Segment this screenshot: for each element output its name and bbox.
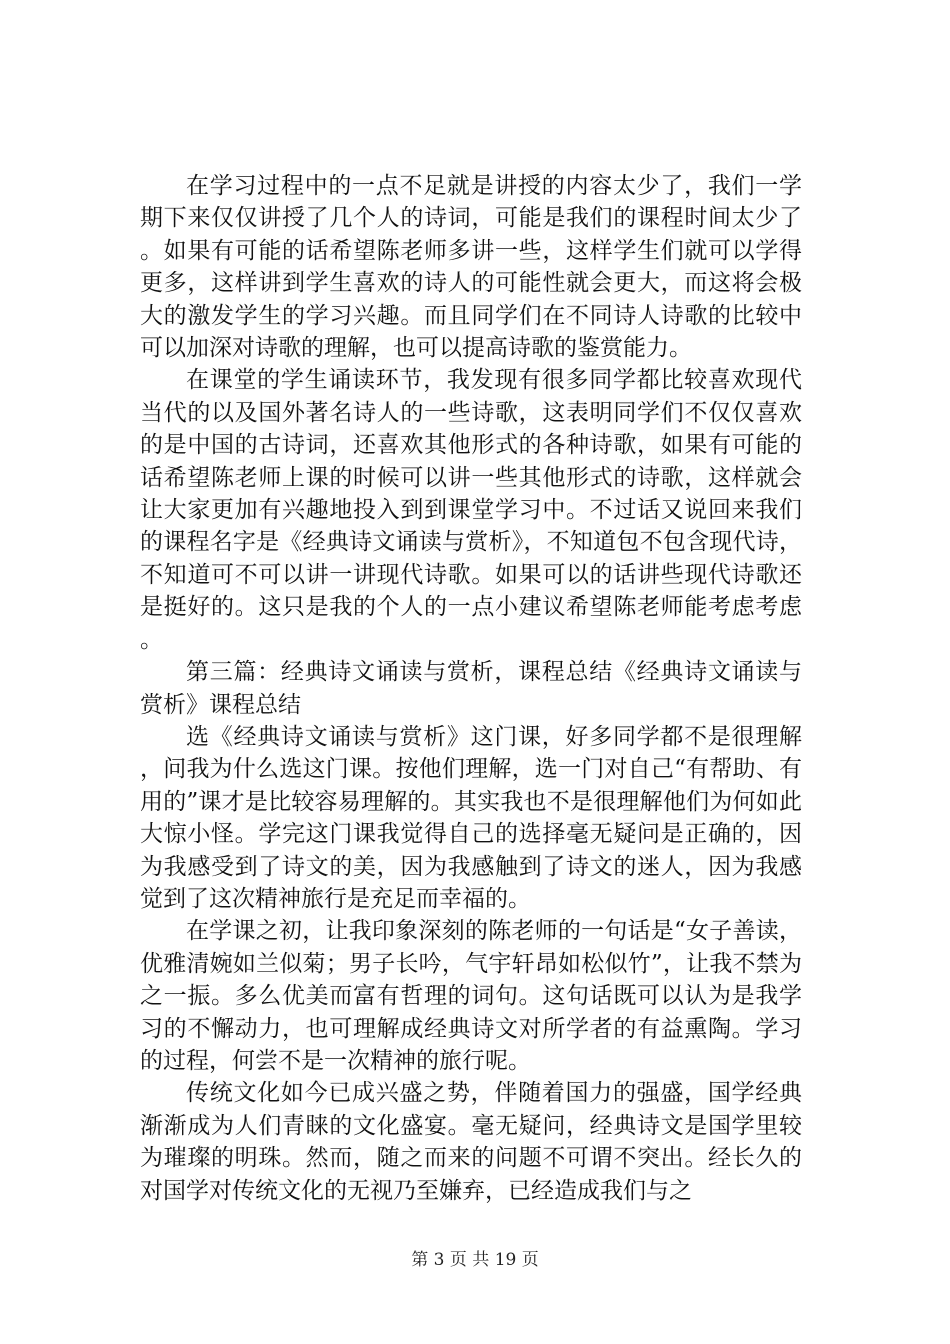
paragraph-course-choice: 选《经典诗文诵读与赏析》这门课，好多同学都不是很理解，问我为什么选这门课。按他们理解，选一门对自己“有帮助、有用的”课才是比较容易理解的。其实我也不是很理解他们为何如此大惊小怪。学完这门课我觉得自己的选择毫无疑问是正确的，因为我感受到了诗文的美，因为我感触到了诗文的迷人，因为我感觉到了这次精神旅行是充足而幸福的。: [140, 723, 802, 912]
paragraph-teacher-quote: 在学课之初，让我印象深刻的陈老师的一句话是“女子善读，优雅清婉如兰似菊；男子长吟，气宇轩昂如松似竹”，让我不禁为之一振。多么优美而富有哲理的词句。这句话既可以认为是我学习的不懈动力，也可理解成经典诗文对所学者的有益熏陶。学习的过程，何尝不是一次精神的旅行呢。: [140, 918, 802, 1074]
paragraph-recitation: 在课堂的学生诵读环节，我发现有很多同学都比较喜欢现代当代的以及国外著名诗人的一些诗歌，这表明同学们不仅仅喜欢的是中国的古诗词，还喜欢其他形式的各种诗歌，如果有可能的话希望陈老师上课的时候可以讲一些其他形式的诗歌，这样就会让大家更加有兴趣地投入到到课堂学习中。不过话又说回来我们的课程名字是《经典诗文诵读与赏析》，不知道包不包含现代诗，不知道可不可以讲一讲现代诗歌。如果可以的话讲些现代诗歌还是挺好的。这只是我的个人的一点小建议希望陈老师能考虑考虑。: [140, 367, 802, 653]
section-heading-part-three: 第三篇：经典诗文诵读与赏析，课程总结《经典诗文诵读与赏析》课程总结: [140, 659, 802, 718]
paragraph-traditional-culture: 传统文化如今已成兴盛之势，伴随着国力的强盛，国学经典渐渐成为人们青睐的文化盛宴。毫无疑问，经典诗文是国学里较为璀璨的明珠。然而，随之而来的问题不可谓不突出。经长久的对国学对传统文化的无视乃至嫌弃，已经造成我们与之: [140, 1080, 802, 1204]
document-body: [140, 170, 802, 1207]
paragraph-shortcoming: 在学习过程中的一点不足就是讲授的内容太少了，我们一学期下来仅仅讲授了几个人的诗词，可能是我们的课程时间太少了。如果有可能的话希望陈老师多讲一些，这样学生们就可以学得更多，这样讲到学生喜欢的诗人的可能性就会更大，而这将会极大的激发学生的学习兴趣。而且同学们在不同诗人诗歌的比较中可以加深对诗歌的理解，也可以提高诗歌的鉴赏能力。: [140, 173, 802, 362]
page-number-footer: 第 3 页 共 19 页: [411, 1250, 539, 1270]
